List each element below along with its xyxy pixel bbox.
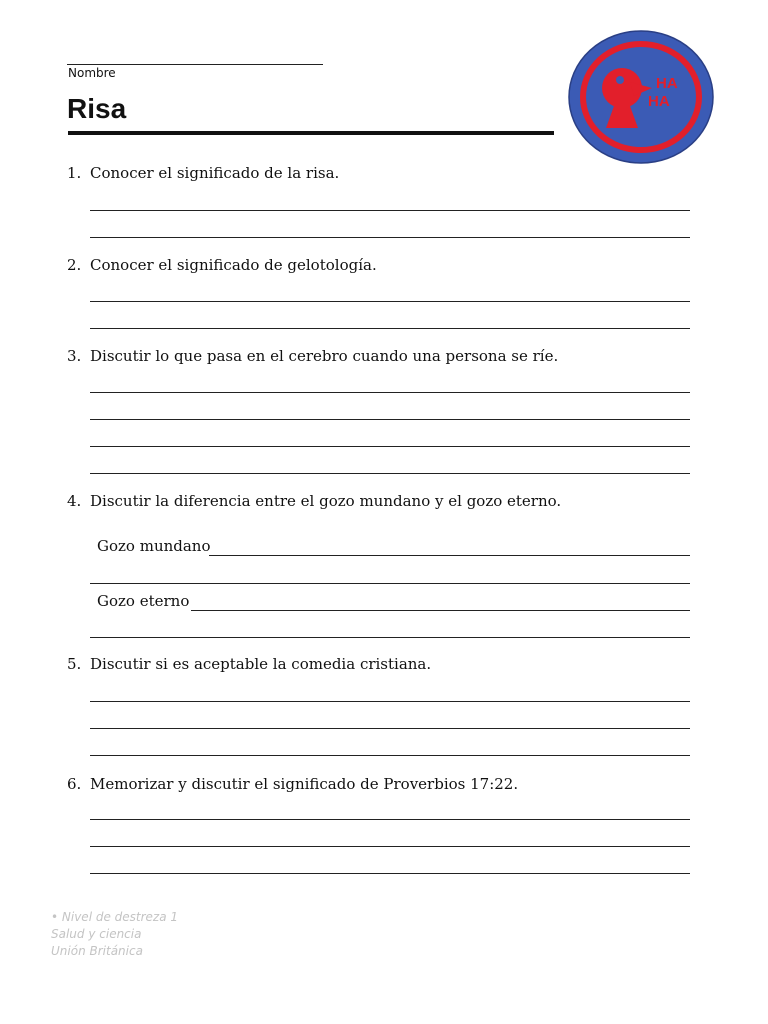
badge-outer — [569, 31, 713, 163]
answer-line[interactable] — [90, 419, 690, 420]
answer-line[interactable] — [90, 328, 690, 329]
laughter-badge-icon — [568, 30, 714, 164]
worldly-joy-field[interactable] — [209, 555, 690, 556]
answer-line[interactable] — [90, 473, 690, 474]
question-6 — [67, 775, 518, 793]
answer-line[interactable] — [90, 873, 690, 874]
question-text: Discutir si es aceptable la comedia cristiana. — [90, 655, 432, 673]
question-2 — [67, 256, 377, 274]
question-number: 5. — [67, 655, 82, 673]
eternal-joy-label: Gozo eterno — [97, 592, 190, 610]
answer-line[interactable] — [90, 819, 690, 820]
answer-line[interactable] — [90, 301, 690, 302]
question-number: 2. — [67, 256, 82, 274]
answer-line[interactable] — [90, 237, 690, 238]
worldly-joy-label: Gozo mundano — [97, 537, 211, 555]
question-number: 1. — [67, 164, 82, 182]
question-text: Conocer el significado de la risa. — [90, 164, 340, 182]
question-1 — [67, 164, 339, 182]
answer-line[interactable] — [90, 392, 690, 393]
question-number: 6. — [67, 775, 82, 793]
footer-level: • Nivel de destreza 1 — [51, 910, 179, 924]
name-field-line[interactable] — [67, 64, 323, 65]
question-4 — [67, 492, 561, 510]
question-text: Conocer el significado de gelotología. — [90, 256, 377, 274]
answer-line[interactable] — [90, 583, 690, 584]
answer-line[interactable] — [90, 637, 690, 638]
question-5 — [67, 655, 431, 673]
badge-text-1: HA — [656, 75, 678, 92]
answer-line[interactable] — [90, 846, 690, 847]
footer — [51, 909, 178, 960]
question-number: 3. — [67, 347, 82, 365]
question-text: Memorizar y discutir el significado de Proverbios 17:22. — [90, 775, 519, 793]
title-divider — [68, 131, 554, 135]
question-3 — [67, 347, 558, 365]
page-title: Risa — [67, 93, 127, 124]
answer-line[interactable] — [90, 210, 690, 211]
footer-category: Salud y ciencia — [51, 927, 142, 941]
question-text: Discutir la diferencia entre el gozo mundano y el gozo eterno. — [90, 492, 562, 510]
answer-line[interactable] — [90, 728, 690, 729]
eternal-joy-field[interactable] — [191, 610, 690, 611]
badge-text-2: HA — [648, 93, 670, 110]
question-number: 4. — [67, 492, 82, 510]
name-label: Nombre — [68, 66, 116, 80]
footer-union: Unión Británica — [51, 944, 143, 958]
question-text: Discutir lo que pasa en el cerebro cuando una persona se ríe. — [90, 347, 559, 365]
answer-line[interactable] — [90, 701, 690, 702]
answer-line[interactable] — [90, 446, 690, 447]
answer-line[interactable] — [90, 755, 690, 756]
